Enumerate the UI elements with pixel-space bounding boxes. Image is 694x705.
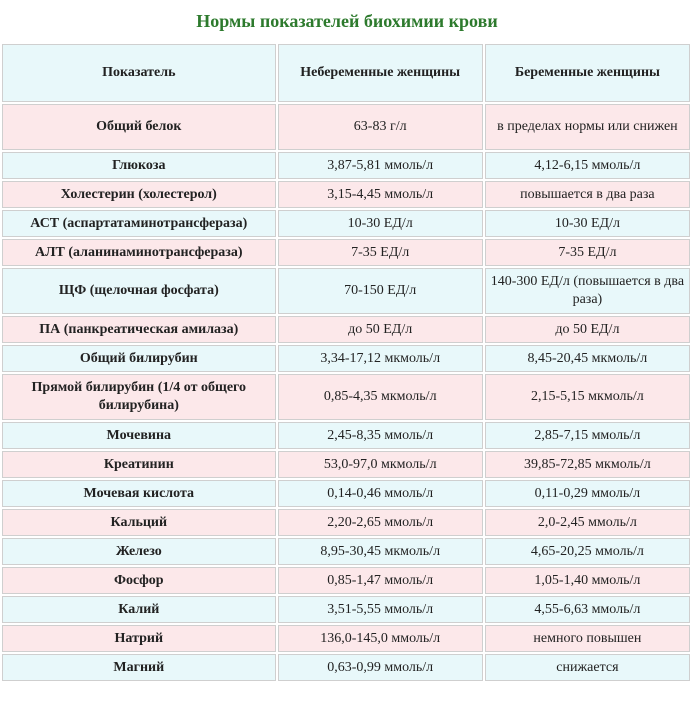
table-row bbox=[2, 152, 690, 179]
row-normal: 8,95-30,45 мкмоль/л bbox=[278, 538, 483, 565]
row-pregnant: 4,55-6,63 ммоль/л bbox=[485, 596, 690, 623]
table-row bbox=[2, 422, 690, 449]
row-normal: 0,85-1,47 ммоль/л bbox=[278, 567, 483, 594]
table-row bbox=[2, 268, 690, 314]
row-pregnant: 0,11-0,29 ммоль/л bbox=[485, 480, 690, 507]
table-row bbox=[2, 538, 690, 565]
row-pregnant: до 50 ЕД/л bbox=[485, 316, 690, 343]
table-row bbox=[2, 374, 690, 420]
row-normal: 3,51-5,55 ммоль/л bbox=[278, 596, 483, 623]
row-normal: 3,34-17,12 мкмоль/л bbox=[278, 345, 483, 372]
row-normal: 63-83 г/л bbox=[278, 104, 483, 150]
row-name: Общий белок bbox=[2, 104, 276, 150]
table-row bbox=[2, 567, 690, 594]
row-normal: 10-30 ЕД/л bbox=[278, 210, 483, 237]
row-name: Холестерин (холестерол) bbox=[2, 181, 276, 208]
row-pregnant: 2,0-2,45 ммоль/л bbox=[485, 509, 690, 536]
row-pregnant: 2,85-7,15 ммоль/л bbox=[485, 422, 690, 449]
row-pregnant: 39,85-72,85 мкмоль/л bbox=[485, 451, 690, 478]
row-normal: 2,20-2,65 ммоль/л bbox=[278, 509, 483, 536]
header-pregnant: Беременные женщины bbox=[485, 44, 690, 102]
row-normal: 0,63-0,99 ммоль/л bbox=[278, 654, 483, 681]
row-name: ЩФ (щелочная фосфата) bbox=[2, 268, 276, 314]
row-normal: 3,87-5,81 ммоль/л bbox=[278, 152, 483, 179]
row-name: Фосфор bbox=[2, 567, 276, 594]
row-name: Натрий bbox=[2, 625, 276, 652]
row-pregnant: снижается bbox=[485, 654, 690, 681]
row-pregnant: немного повышен bbox=[485, 625, 690, 652]
row-name: АЛТ (аланинаминотрансфераза) bbox=[2, 239, 276, 266]
table-row bbox=[2, 509, 690, 536]
row-name: Кальций bbox=[2, 509, 276, 536]
table-row bbox=[2, 345, 690, 372]
row-name: ПА (панкреатическая амилаза) bbox=[2, 316, 276, 343]
row-normal: 53,0-97,0 мкмоль/л bbox=[278, 451, 483, 478]
row-pregnant: в пределах нормы или снижен bbox=[485, 104, 690, 150]
row-pregnant: 1,05-1,40 ммоль/л bbox=[485, 567, 690, 594]
table-row bbox=[2, 181, 690, 208]
table-row bbox=[2, 451, 690, 478]
row-pregnant: 10-30 ЕД/л bbox=[485, 210, 690, 237]
table-header-row bbox=[2, 44, 690, 102]
row-normal: 2,45-8,35 ммоль/л bbox=[278, 422, 483, 449]
row-normal: 70-150 ЕД/л bbox=[278, 268, 483, 314]
row-normal: до 50 ЕД/л bbox=[278, 316, 483, 343]
table-row bbox=[2, 316, 690, 343]
table-row bbox=[2, 596, 690, 623]
row-name: Глюкоза bbox=[2, 152, 276, 179]
table-row bbox=[2, 625, 690, 652]
row-name: АСТ (аспартатаминотрансфераза) bbox=[2, 210, 276, 237]
table-row bbox=[2, 104, 690, 150]
row-name: Креатинин bbox=[2, 451, 276, 478]
row-name: Магний bbox=[2, 654, 276, 681]
row-pregnant: 4,12-6,15 ммоль/л bbox=[485, 152, 690, 179]
row-name: Мочевая кислота bbox=[2, 480, 276, 507]
biochemistry-table bbox=[0, 42, 692, 683]
row-name: Калий bbox=[2, 596, 276, 623]
row-pregnant: 4,65-20,25 ммоль/л bbox=[485, 538, 690, 565]
table-row bbox=[2, 210, 690, 237]
row-pregnant: повышается в два раза bbox=[485, 181, 690, 208]
row-name: Общий билирубин bbox=[2, 345, 276, 372]
row-normal: 0,85-4,35 мкмоль/л bbox=[278, 374, 483, 420]
row-normal: 3,15-4,45 ммоль/л bbox=[278, 181, 483, 208]
table-row bbox=[2, 654, 690, 681]
row-name: Мочевина bbox=[2, 422, 276, 449]
row-normal: 0,14-0,46 ммоль/л bbox=[278, 480, 483, 507]
row-pregnant: 8,45-20,45 мкмоль/л bbox=[485, 345, 690, 372]
row-normal: 136,0-145,0 ммоль/л bbox=[278, 625, 483, 652]
row-pregnant: 7-35 ЕД/л bbox=[485, 239, 690, 266]
page-title: Нормы показателей биохимии крови bbox=[196, 11, 498, 31]
row-normal: 7-35 ЕД/л bbox=[278, 239, 483, 266]
table-row bbox=[2, 239, 690, 266]
row-pregnant: 2,15-5,15 мкмоль/л bbox=[485, 374, 690, 420]
header-non-pregnant: Небеременные женщины bbox=[278, 44, 483, 102]
row-name: Прямой билирубин (1/4 от общего билирубина) bbox=[2, 374, 276, 420]
row-pregnant: 140-300 ЕД/л (повышается в два раза) bbox=[485, 268, 690, 314]
table-row bbox=[2, 480, 690, 507]
header-indicator: Показатель bbox=[2, 44, 276, 102]
row-name: Железо bbox=[2, 538, 276, 565]
